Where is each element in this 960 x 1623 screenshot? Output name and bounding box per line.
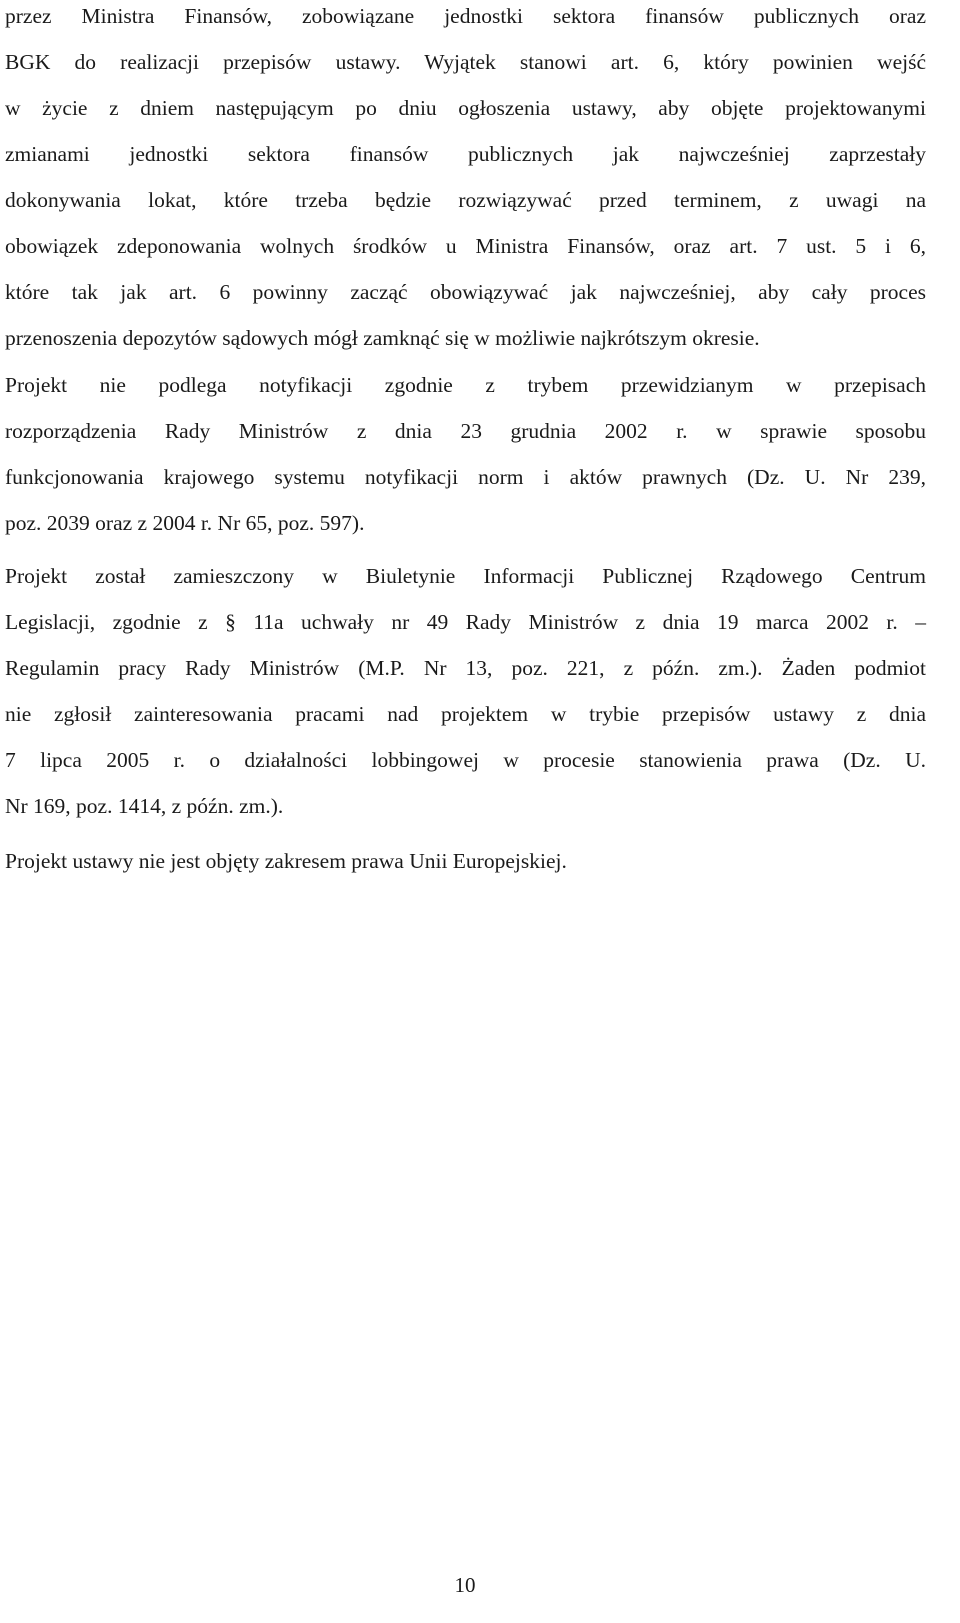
- text-line: przez Ministra Finansów, zobowiązane jednostki sektora finansów publicznych oraz: [5, 4, 926, 28]
- text-line: Legislacji, zgodnie z § 11a uchwały nr 49 Rady Ministrów z dnia 19 marca 2002 r. –: [5, 610, 926, 634]
- text-line: poz. 2039 oraz z 2004 r. Nr 65, poz. 597).: [5, 511, 365, 535]
- text-line: BGK do realizacji przepisów ustawy. Wyjątek stanowi art. 6, który powinien wejść: [5, 50, 926, 74]
- text-line: funkcjonowania krajowego systemu notyfikacji norm i aktów prawnych (Dz. U. Nr 239,: [5, 465, 926, 489]
- page-number: 10: [454, 1573, 476, 1597]
- text-line: Projekt nie podlega notyfikacji zgodnie z trybem przewidzianym w przepisach: [5, 373, 926, 397]
- text-line: dokonywania lokat, które trzeba będzie rozwiązywać przed terminem, z uwagi na: [5, 188, 926, 212]
- text-line: które tak jak art. 6 powinny zacząć obowiązywać jak najwcześniej, aby cały proces: [5, 280, 926, 304]
- text-line: obowiązek zdeponowania wolnych środków u Ministra Finansów, oraz art. 7 ust. 5 i 6,: [5, 234, 926, 258]
- text-line: przenoszenia depozytów sądowych mógł zamknąć się w możliwie najkrótszym okresie.: [5, 326, 760, 350]
- paragraph-entry-into-force: [5, 0, 926, 361]
- text-line: 7 lipca 2005 r. o działalności lobbingowej w procesie stanowienia prawa (Dz. U.: [5, 748, 926, 772]
- paragraph-publication: [5, 553, 926, 829]
- text-line: Regulamin pracy Rady Ministrów (M.P. Nr 13, poz. 221, z późn. zm.). Żaden podmiot: [5, 656, 926, 680]
- text-line: rozporządzenia Rady Ministrów z dnia 23 grudnia 2002 r. w sprawie sposobu: [5, 419, 926, 443]
- text-line: Projekt ustawy nie jest objęty zakresem prawa Unii Europejskiej.: [5, 849, 567, 873]
- text-line: Nr 169, poz. 1414, z późn. zm.).: [5, 794, 284, 818]
- paragraph-notification: [5, 362, 926, 546]
- paragraph-eu-law: [5, 838, 926, 884]
- text-line: Projekt został zamieszczony w Biuletynie Informacji Publicznej Rządowego Centrum: [5, 564, 926, 588]
- text-line: nie zgłosił zainteresowania pracami nad projektem w trybie przepisów ustawy z dnia: [5, 702, 926, 726]
- text-line: w życie z dniem następującym po dniu ogłoszenia ustawy, aby objęte projektowanymi: [5, 96, 926, 120]
- text-line: zmianami jednostki sektora finansów publicznych jak najwcześniej zaprzestały: [5, 142, 926, 166]
